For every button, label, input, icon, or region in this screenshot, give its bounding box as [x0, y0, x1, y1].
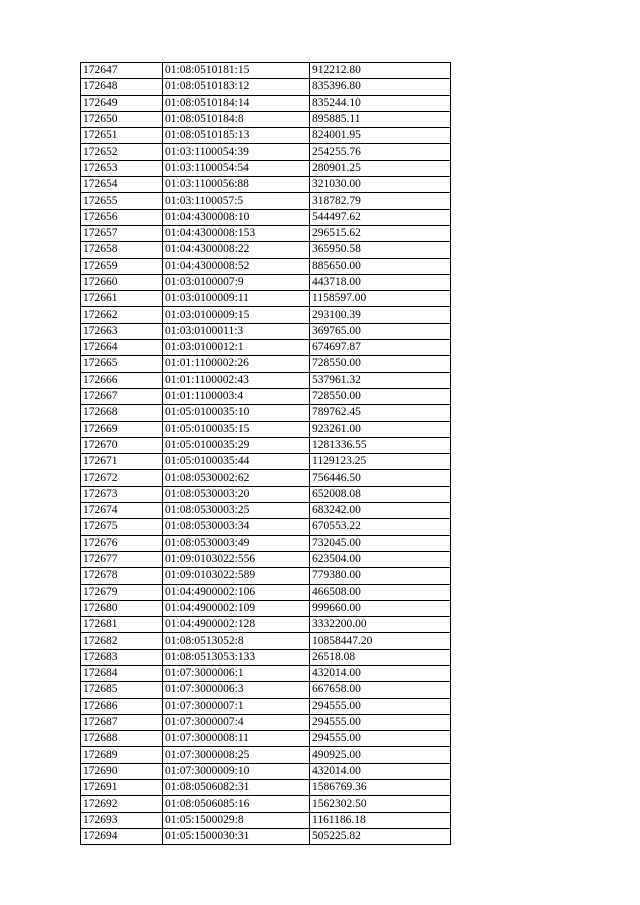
cadastral-number-cell: 01:01:1100002:26 [163, 356, 310, 372]
table-row [81, 79, 451, 95]
value-cell: 1586769.36 [310, 780, 451, 796]
cadastral-number-cell: 01:03:0100009:15 [163, 307, 310, 323]
table-row [81, 128, 451, 144]
table-row [81, 503, 451, 519]
value-cell: 466508.00 [310, 584, 451, 600]
value-cell: 296515.62 [310, 225, 451, 241]
table-row [81, 95, 451, 111]
table-row [81, 812, 451, 828]
row-id-cell: 172667 [81, 388, 163, 404]
cadastral-number-cell: 01:05:0100035:10 [163, 405, 310, 421]
table-row [81, 209, 451, 225]
value-cell: 674697.87 [310, 340, 451, 356]
table-row [81, 177, 451, 193]
value-cell: 912212.80 [310, 63, 451, 79]
value-cell: 999660.00 [310, 600, 451, 616]
table-row [81, 63, 451, 79]
cadastral-number-cell: 01:08:0530003:49 [163, 535, 310, 551]
value-cell: 885650.00 [310, 258, 451, 274]
value-cell: 923261.00 [310, 421, 451, 437]
row-id-cell: 172683 [81, 649, 163, 665]
cadastral-number-cell: 01:04:4300008:10 [163, 209, 310, 225]
cadastral-number-cell: 01:07:3000009:10 [163, 763, 310, 779]
row-id-cell: 172688 [81, 731, 163, 747]
cadastral-number-cell: 01:04:4300008:22 [163, 242, 310, 258]
table-row [81, 258, 451, 274]
value-cell: 789762.45 [310, 405, 451, 421]
row-id-cell: 172671 [81, 454, 163, 470]
table-row [81, 633, 451, 649]
table-row [81, 323, 451, 339]
table-row [81, 568, 451, 584]
value-cell: 365950.58 [310, 242, 451, 258]
table-row [81, 372, 451, 388]
row-id-cell: 172656 [81, 209, 163, 225]
row-id-cell: 172659 [81, 258, 163, 274]
value-cell: 318782.79 [310, 193, 451, 209]
value-cell: 1158597.00 [310, 291, 451, 307]
row-id-cell: 172665 [81, 356, 163, 372]
table-row [81, 731, 451, 747]
value-cell: 490925.00 [310, 747, 451, 763]
row-id-cell: 172693 [81, 812, 163, 828]
row-id-cell: 172655 [81, 193, 163, 209]
row-id-cell: 172652 [81, 144, 163, 160]
row-id-cell: 172649 [81, 95, 163, 111]
row-id-cell: 172664 [81, 340, 163, 356]
cadastral-number-cell: 01:07:3000006:1 [163, 665, 310, 681]
cadastral-number-cell: 01:03:1100054:39 [163, 144, 310, 160]
row-id-cell: 172675 [81, 519, 163, 535]
row-id-cell: 172670 [81, 437, 163, 453]
cadastral-number-cell: 01:08:0510181:15 [163, 63, 310, 79]
cadastral-number-cell: 01:04:4900002:106 [163, 584, 310, 600]
cadastral-number-cell: 01:08:0530002:62 [163, 470, 310, 486]
cadastral-number-cell: 01:05:1500030:31 [163, 828, 310, 844]
value-cell: 3332200.00 [310, 617, 451, 633]
cadastral-number-cell: 01:08:0506085:16 [163, 796, 310, 812]
cadastral-number-cell: 01:09:0103022:589 [163, 568, 310, 584]
data-table [80, 62, 451, 845]
cadastral-number-cell: 01:03:1100057:5 [163, 193, 310, 209]
table-row [81, 144, 451, 160]
value-cell: 26518.08 [310, 649, 451, 665]
cadastral-number-cell: 01:03:0100012:1 [163, 340, 310, 356]
cadastral-number-cell: 01:01:1100003:4 [163, 388, 310, 404]
cadastral-number-cell: 01:03:1100056:88 [163, 177, 310, 193]
table-row [81, 763, 451, 779]
table-row [81, 682, 451, 698]
row-id-cell: 172684 [81, 665, 163, 681]
value-cell: 728550.00 [310, 356, 451, 372]
cadastral-number-cell: 01:04:4900002:128 [163, 617, 310, 633]
value-cell: 280901.25 [310, 160, 451, 176]
table-body [81, 63, 451, 845]
row-id-cell: 172679 [81, 584, 163, 600]
cadastral-number-cell: 01:07:3000008:25 [163, 747, 310, 763]
value-cell: 10858447.20 [310, 633, 451, 649]
cadastral-number-cell: 01:04:4900002:109 [163, 600, 310, 616]
row-id-cell: 172689 [81, 747, 163, 763]
row-id-cell: 172690 [81, 763, 163, 779]
cadastral-number-cell: 01:05:0100035:29 [163, 437, 310, 453]
cadastral-number-cell: 01:07:3000007:1 [163, 698, 310, 714]
row-id-cell: 172692 [81, 796, 163, 812]
value-cell: 824001.95 [310, 128, 451, 144]
table-row [81, 714, 451, 730]
value-cell: 728550.00 [310, 388, 451, 404]
table-row [81, 584, 451, 600]
value-cell: 652008.08 [310, 486, 451, 502]
table-row [81, 160, 451, 176]
cadastral-number-cell: 01:07:3000008:11 [163, 731, 310, 747]
table-row [81, 340, 451, 356]
value-cell: 895885.11 [310, 111, 451, 127]
value-cell: 294555.00 [310, 698, 451, 714]
value-cell: 779380.00 [310, 568, 451, 584]
value-cell: 293100.39 [310, 307, 451, 323]
value-cell: 294555.00 [310, 714, 451, 730]
value-cell: 432014.00 [310, 665, 451, 681]
row-id-cell: 172687 [81, 714, 163, 730]
row-id-cell: 172658 [81, 242, 163, 258]
table-row [81, 274, 451, 290]
row-id-cell: 172663 [81, 323, 163, 339]
value-cell: 683242.00 [310, 503, 451, 519]
table-row [81, 242, 451, 258]
row-id-cell: 172651 [81, 128, 163, 144]
row-id-cell: 172677 [81, 551, 163, 567]
value-cell: 670553.22 [310, 519, 451, 535]
table-row [81, 356, 451, 372]
value-cell: 667658.00 [310, 682, 451, 698]
value-cell: 443718.00 [310, 274, 451, 290]
table-row [81, 421, 451, 437]
table-row [81, 600, 451, 616]
row-id-cell: 172668 [81, 405, 163, 421]
cadastral-number-cell: 01:08:0530003:20 [163, 486, 310, 502]
table-row [81, 307, 451, 323]
cadastral-number-cell: 01:09:0103022:556 [163, 551, 310, 567]
cadastral-number-cell: 01:08:0513052:8 [163, 633, 310, 649]
table-row [81, 193, 451, 209]
table-row [81, 519, 451, 535]
cadastral-number-cell: 01:08:0510185:13 [163, 128, 310, 144]
value-cell: 254255.76 [310, 144, 451, 160]
value-cell: 623504.00 [310, 551, 451, 567]
table-row [81, 535, 451, 551]
cadastral-number-cell: 01:07:3000006:3 [163, 682, 310, 698]
value-cell: 544497.62 [310, 209, 451, 225]
table-row [81, 828, 451, 844]
row-id-cell: 172681 [81, 617, 163, 633]
row-id-cell: 172682 [81, 633, 163, 649]
value-cell: 1281336.55 [310, 437, 451, 453]
cadastral-number-cell: 01:08:0510184:8 [163, 111, 310, 127]
table-row [81, 225, 451, 241]
value-cell: 756446.50 [310, 470, 451, 486]
row-id-cell: 172673 [81, 486, 163, 502]
cadastral-number-cell: 01:04:4300008:153 [163, 225, 310, 241]
row-id-cell: 172653 [81, 160, 163, 176]
table-row [81, 617, 451, 633]
row-id-cell: 172674 [81, 503, 163, 519]
cadastral-number-cell: 01:07:3000007:4 [163, 714, 310, 730]
row-id-cell: 172678 [81, 568, 163, 584]
row-id-cell: 172685 [81, 682, 163, 698]
value-cell: 537961.32 [310, 372, 451, 388]
row-id-cell: 172680 [81, 600, 163, 616]
value-cell: 321030.00 [310, 177, 451, 193]
cadastral-number-cell: 01:08:0510184:14 [163, 95, 310, 111]
row-id-cell: 172657 [81, 225, 163, 241]
value-cell: 835396.80 [310, 79, 451, 95]
row-id-cell: 172666 [81, 372, 163, 388]
cadastral-number-cell: 01:03:0100011:3 [163, 323, 310, 339]
value-cell: 432014.00 [310, 763, 451, 779]
table-row [81, 551, 451, 567]
cadastral-number-cell: 01:08:0510183:12 [163, 79, 310, 95]
value-cell: 1129123.25 [310, 454, 451, 470]
value-cell: 294555.00 [310, 731, 451, 747]
cadastral-number-cell: 01:08:0513053:133 [163, 649, 310, 665]
cadastral-number-cell: 01:03:0100009:11 [163, 291, 310, 307]
cadastral-number-cell: 01:03:1100054:54 [163, 160, 310, 176]
table-row [81, 437, 451, 453]
row-id-cell: 172662 [81, 307, 163, 323]
table-row [81, 486, 451, 502]
row-id-cell: 172694 [81, 828, 163, 844]
table-row [81, 649, 451, 665]
table-row [81, 111, 451, 127]
value-cell: 732045.00 [310, 535, 451, 551]
value-cell: 1161186.18 [310, 812, 451, 828]
table-row [81, 388, 451, 404]
table-row [81, 665, 451, 681]
value-cell: 369765.00 [310, 323, 451, 339]
row-id-cell: 172669 [81, 421, 163, 437]
row-id-cell: 172672 [81, 470, 163, 486]
table-row [81, 470, 451, 486]
cadastral-number-cell: 01:05:1500029:8 [163, 812, 310, 828]
cadastral-number-cell: 01:03:0100007:9 [163, 274, 310, 290]
cadastral-number-cell: 01:04:4300008:52 [163, 258, 310, 274]
row-id-cell: 172660 [81, 274, 163, 290]
table-row [81, 454, 451, 470]
value-cell: 505225.82 [310, 828, 451, 844]
table-row [81, 698, 451, 714]
table-row [81, 780, 451, 796]
cadastral-number-cell: 01:05:0100035:15 [163, 421, 310, 437]
row-id-cell: 172686 [81, 698, 163, 714]
cadastral-number-cell: 01:01:1100002:43 [163, 372, 310, 388]
cadastral-number-cell: 01:05:0100035:44 [163, 454, 310, 470]
table-row [81, 405, 451, 421]
row-id-cell: 172654 [81, 177, 163, 193]
row-id-cell: 172691 [81, 780, 163, 796]
row-id-cell: 172647 [81, 63, 163, 79]
row-id-cell: 172661 [81, 291, 163, 307]
table-row [81, 291, 451, 307]
row-id-cell: 172650 [81, 111, 163, 127]
table-row [81, 796, 451, 812]
value-cell: 1562302.50 [310, 796, 451, 812]
row-id-cell: 172676 [81, 535, 163, 551]
value-cell: 835244.10 [310, 95, 451, 111]
cadastral-number-cell: 01:08:0530003:25 [163, 503, 310, 519]
table-row [81, 747, 451, 763]
cadastral-number-cell: 01:08:0506082:31 [163, 780, 310, 796]
cadastral-number-cell: 01:08:0530003:34 [163, 519, 310, 535]
row-id-cell: 172648 [81, 79, 163, 95]
